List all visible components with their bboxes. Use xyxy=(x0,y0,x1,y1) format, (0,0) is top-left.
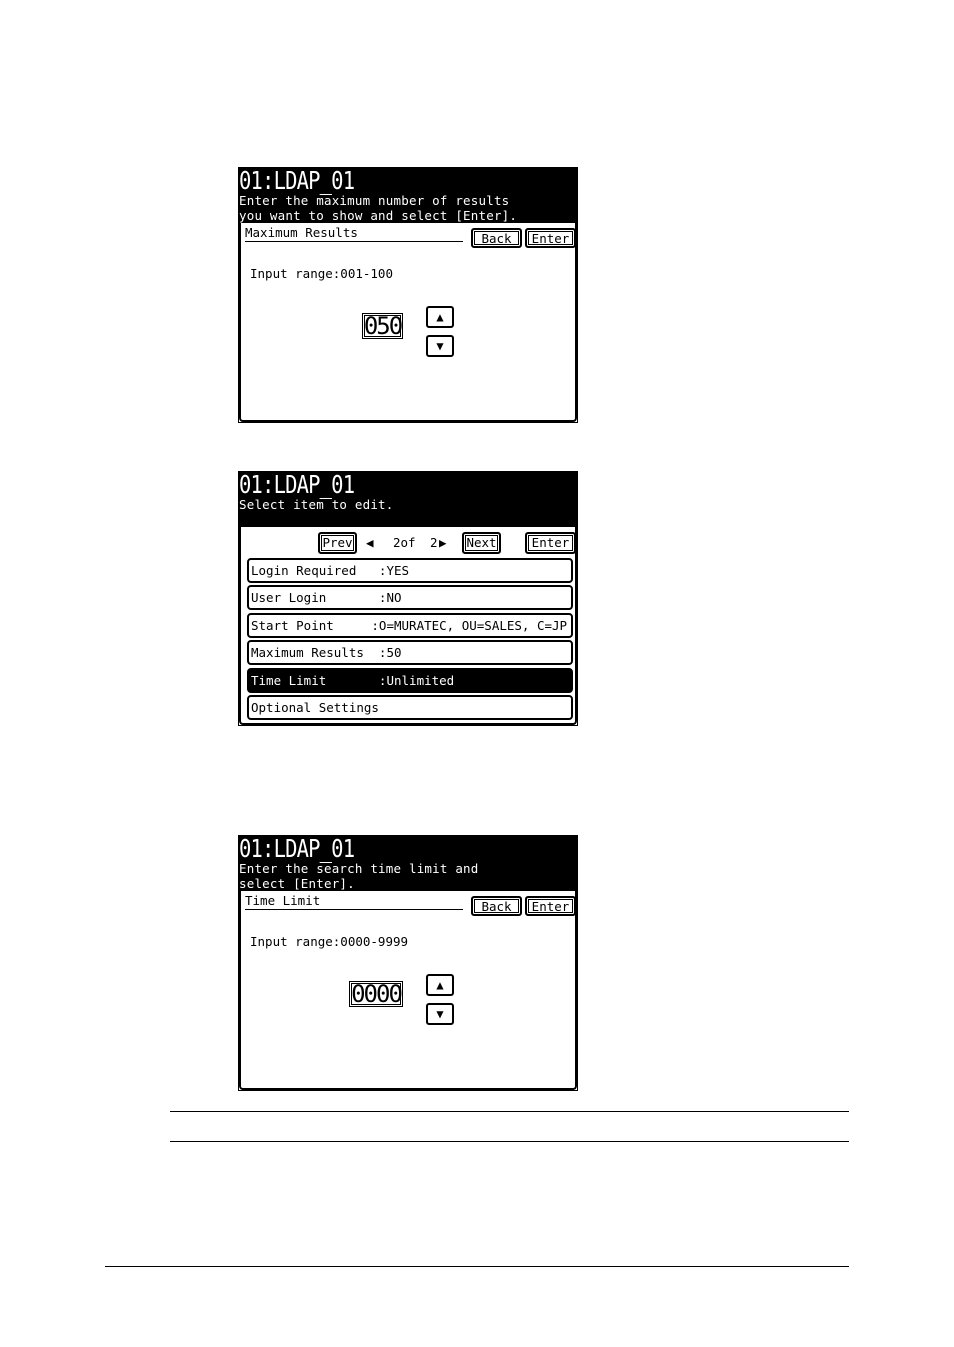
decrement-button[interactable] xyxy=(426,335,454,357)
list-item-login-required[interactable]: Login Required :YES xyxy=(247,558,573,583)
field-label: Maximum Results xyxy=(245,225,463,242)
list-item-time-limit[interactable]: Time Limit :Unlimited xyxy=(247,668,573,693)
decrement-button[interactable] xyxy=(426,1003,454,1025)
enter-button[interactable]: Enter xyxy=(525,532,576,554)
right-arrow-icon[interactable]: ▶ xyxy=(439,535,447,550)
input-range-text: Input range:001-100 xyxy=(250,266,393,281)
rule-top xyxy=(170,1111,849,1112)
screen-instruction: Enter the maximum number of results you want to show and select [Enter]. xyxy=(239,193,518,223)
screen-header xyxy=(239,836,577,891)
value-display: 050 xyxy=(363,312,402,340)
max-results-screen xyxy=(238,167,578,423)
screen-title: 01:LDAP_01 xyxy=(239,470,355,499)
page-indicator: 2of xyxy=(393,535,416,550)
left-arrow-icon[interactable]: ◀ xyxy=(366,535,374,550)
enter-button[interactable]: Enter xyxy=(525,228,576,248)
screen-header xyxy=(239,472,577,527)
increment-button[interactable] xyxy=(426,974,454,996)
screen-instruction: Select item to edit. xyxy=(239,497,394,512)
time-limit-screen xyxy=(238,835,578,1091)
value-display: 0000 xyxy=(349,981,403,1007)
back-button[interactable]: Back xyxy=(471,228,522,248)
down-arrow-icon: ▼ xyxy=(436,1007,444,1021)
list-item-maximum-results[interactable]: Maximum Results :50 xyxy=(247,640,573,665)
rule-bottom xyxy=(170,1141,849,1142)
screen-instruction: Enter the search time limit and select [Enter]. xyxy=(239,861,479,891)
ldap-edit-screen xyxy=(238,471,578,726)
back-button[interactable]: Back xyxy=(471,896,522,916)
footer-rule xyxy=(105,1266,849,1267)
screen-body xyxy=(239,223,577,422)
list-item-start-point[interactable]: Start Point :O=MURATEC, OU=SALES, C=JP xyxy=(247,613,573,638)
next-button[interactable]: Next xyxy=(462,532,501,554)
increment-button[interactable] xyxy=(426,306,454,328)
up-arrow-icon: ▲ xyxy=(436,978,444,992)
prev-button[interactable]: Prev xyxy=(318,532,357,554)
screen-header xyxy=(239,168,577,223)
up-arrow-icon: ▲ xyxy=(436,310,444,324)
screen-title: 01:LDAP_01 xyxy=(239,166,355,195)
screen-body xyxy=(239,891,577,1090)
field-label: Time Limit xyxy=(245,893,463,910)
screen-title: 01:LDAP_01 xyxy=(239,834,355,863)
enter-button[interactable]: Enter xyxy=(525,896,576,916)
list-item-optional-settings[interactable]: Optional Settings xyxy=(247,695,573,720)
down-arrow-icon: ▼ xyxy=(436,339,444,353)
input-range-text: Input range:0000-9999 xyxy=(250,934,409,949)
page-total: 2 xyxy=(430,535,438,550)
screen-body xyxy=(239,527,577,725)
list-item-user-login[interactable]: User Login :NO xyxy=(247,585,573,610)
